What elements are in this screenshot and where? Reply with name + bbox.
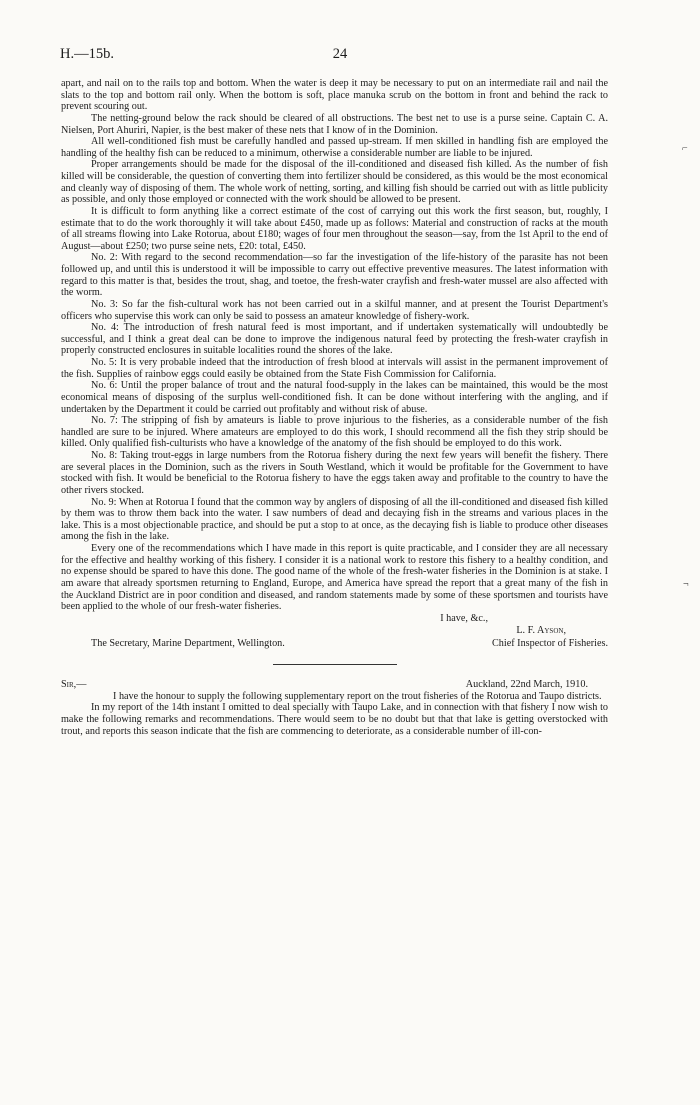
- paragraph: No. 5: It is very probable indeed that the introduction of fresh blood at intervals will assist in the permanent improvement of the fish. Supplies of rainbow eggs could easily be obtained from the State Fish Commission for California.: [61, 357, 608, 380]
- paragraph: The netting-ground below the rack should be cleared of all obstructions. The best net to use is a purse seine. Captain C. A. Nielsen, Port Ahuriri, Napier, is the best maker of these nets that I know of in the Dominion.: [61, 112, 608, 136]
- paragraph: Every one of the recommendations which I have made in this report is quite practicable, and I consider they are all necessary for the effective and healthy working of this fishery. I consider it is a national work to restore this fishery to a healthy condition, and no expense should be spared to have this done. The good name of the whole of the fresh-water fisheries in the Dominion is at stake. I am aware that already sportsmen returning to England, Europe, and America have spread the report that a great many of the fish in the Auckland District are in poor condition and diseased, and random statements made by some of these sportsmen and tourists have been applied to the whole of our fresh-water fisheries.: [61, 543, 608, 613]
- paragraph: In my report of the 14th instant I omitted to deal specially with Taupo Lake, and in connection with that fishery I now wish to make the following remarks and recommendations. There would seem to be no doubt but that that lake is getting overstocked with trout, and reports this season indicate that the fish are commencing to deteriorate, as a considerable number of ill-con-: [61, 702, 608, 737]
- paragraph: Proper arrangements should be made for the disposal of the ill-conditioned and diseased fish killed. As the number of fish killed will be considerable, the question of converting them into fertilizer should be considered, as this would be the most economical and cleanly way of disposing of them. The whole work of netting, sorting, and killing fish should be carried out with as little publicity as possible, and only those employed or connected with the work should be allowed to be present.: [61, 159, 608, 206]
- document-code: H.—15b.: [60, 46, 114, 62]
- paragraph: No. 3: So far the fish-cultural work has not been carried out in a skilful manner, and at present the Tourist Department's officers who supervise this work can only be said to possess an amateur knowledge of fishery-work.: [61, 298, 608, 322]
- addressee-row: [61, 638, 608, 650]
- closing-row: [61, 613, 608, 625]
- signature-title: Chief Inspector of Fisheries.: [492, 637, 608, 649]
- paragraph: I have the honour to supply the following supplementary report on the trout fisheries of the Rotorua and Taupo districts.: [113, 690, 602, 702]
- signature-name: L. F. Ayson,: [516, 624, 566, 636]
- paragraph: No. 6: Until the proper balance of trout and the natural food-supply in the lakes can be maintained, this would be the most economical means of disposing of the surplus well-conditioned fish. It can be done without interfering with the angling, and if undertaken by the Department it could be carried out profitably and without risk of abuse.: [61, 380, 608, 415]
- paragraph: All well-conditioned fish must be carefully handled and passed up-stream. If men skilled in handling fish are employed the handling of the healthy fish can be reduced to a minimum, otherwise a considerable number are liable to be injured.: [61, 136, 608, 159]
- document-body: [61, 78, 608, 737]
- margin-mark: ¬: [683, 579, 689, 590]
- section-divider: [273, 664, 397, 665]
- signature-name-row: [61, 625, 608, 637]
- addressee: The Secretary, Marine Department, Wellington.: [91, 637, 285, 649]
- paragraph: No. 8: Taking trout-eggs in large numbers from the Rotorua fishery during the next few years will benefit the fishery. There are several places in the Dominion, such as the rivers in South Westland, which it would be profitable for the Government to have stocked with fish. It would be beneficial to the Rotorua fishery to have the eggs taken away and profitable to the country to have the other rivers stocked.: [61, 450, 608, 496]
- paragraph: No. 7: The stripping of fish by amateurs is liable to prove injurious to the fisheries, as a considerable number of the fish handled are sure to be injured. Where amateurs are employed to do this work, I should recommend all the fish they strip should be killed. Only qualified fish-culturists who have a knowledge of the anatomy of the fish should be employed to do this work.: [61, 415, 608, 450]
- letter2-heading-row: [61, 679, 608, 691]
- paragraph: No. 2: With regard to the second recommendation—so far the investigation of the life-history of the parasite has not been followed up, and until this is understood it will be impossible to carry out effective preventive measures. The latest information with regard to this matter is that, besides the trout, shag, and toetoe, the fresh-water crayfish and fresh-water mussel are also affected with the worm.: [61, 252, 608, 299]
- place-date: Auckland, 22nd March, 1910.: [465, 678, 588, 690]
- salutation: Sir,—: [61, 678, 87, 690]
- margin-mark: ⌐: [682, 143, 688, 154]
- paragraph: No. 9: When at Rotorua I found that the common way by anglers of disposing of all the ill-conditioned and diseased fish killed by them was to throw them back into the water. I saw numbers of dead and decaying fish in the streams and various places in the lake. This is a most objectionable practice, and should be put a stop to at once, as the decaying fish is liable to produce other diseases among the fish in the lake.: [61, 496, 608, 543]
- paragraph: No. 4: The introduction of fresh natural feed is most important, and if undertaken systematically will undoubtedly be successful, and I think a great deal can be done to improve the indigenous natural feed by protecting the fresh-water crayfish in properly constructed enclosures in suitable localities round the shores of the lake.: [61, 322, 608, 357]
- page-number: 24: [332, 46, 348, 62]
- closing: I have, &c.,: [440, 612, 488, 624]
- paragraph: It is difficult to form anything like a correct estimate of the cost of carrying out this work the first season, but, roughly, I estimate that to do the work thoroughly it will take about £450, made up as follows: Material and construction of racks at the mouth of all streams flowing into Lake Rotorua, about £180; wages of four men throughout the season—say, from the 1st April to the end of August—about £250; two purse seine nets, £20: total, £450.: [61, 205, 608, 252]
- paragraph: apart, and nail on to the rails top and bottom. When the water is deep it may be necessary to put on an intermediate rail and nail the slats to the top and bottom rail only. When the bottom is soft, place manuka scrub on the bottom in front and behind the rack to prevent scouring out.: [61, 78, 608, 113]
- page-header: [60, 46, 620, 68]
